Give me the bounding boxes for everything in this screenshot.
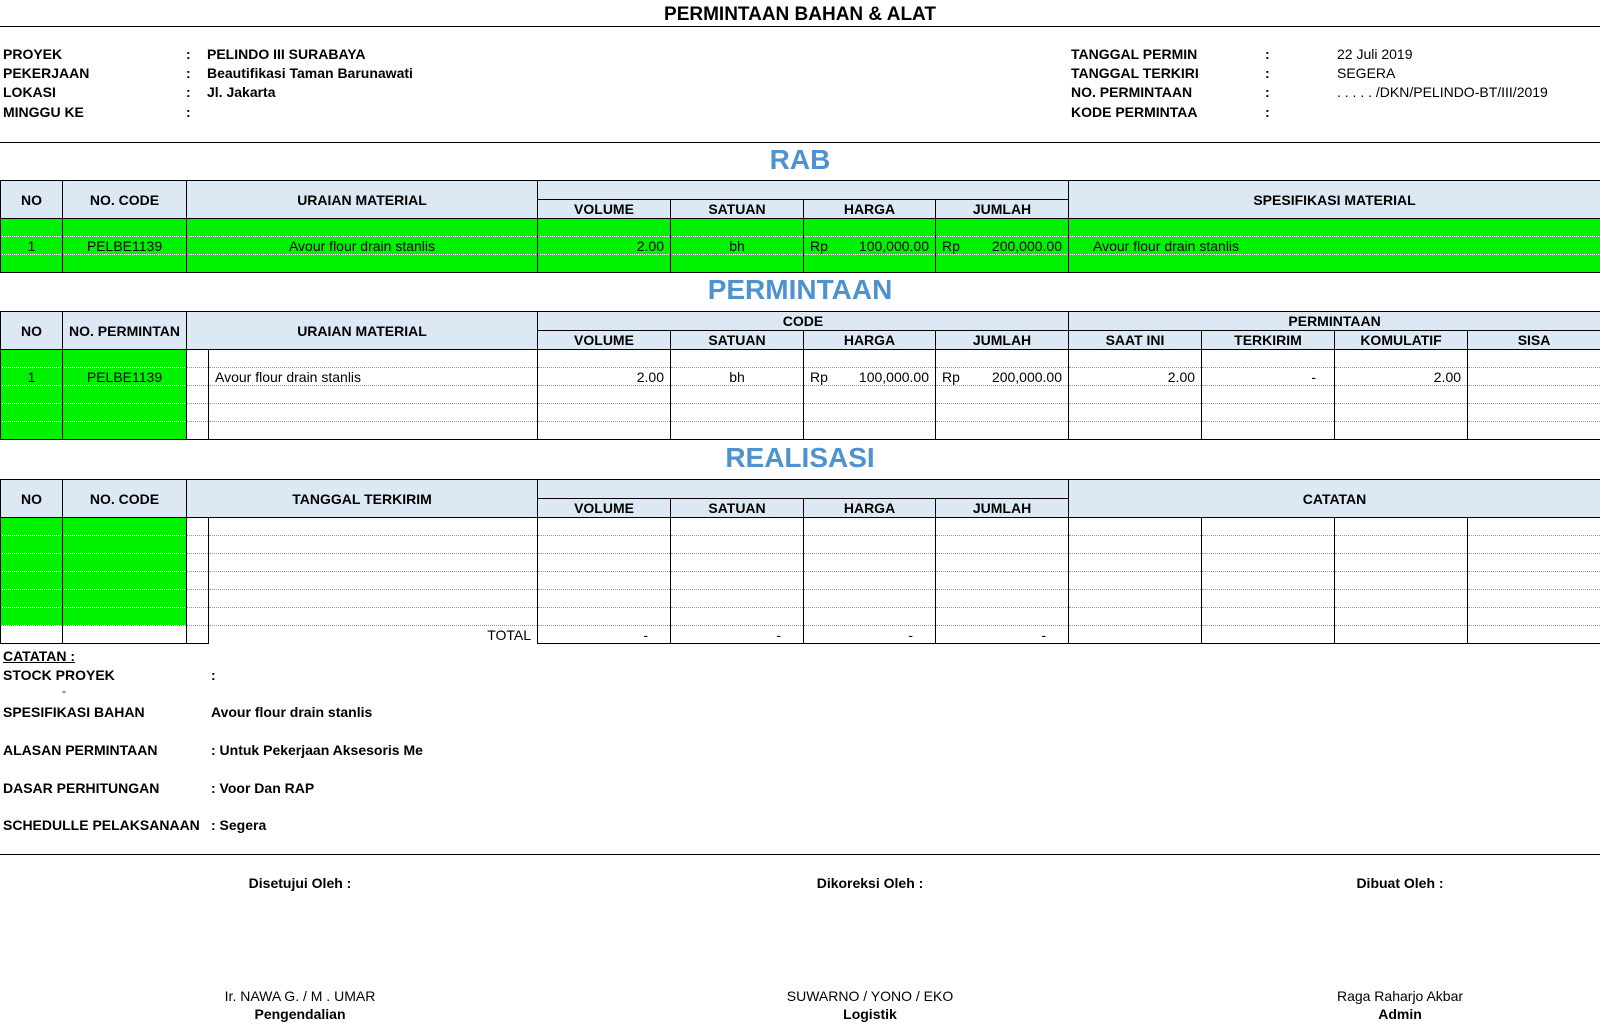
signature-heading-disetujui: Disetujui Oleh :	[248, 875, 352, 891]
meta-label-minggu: MINGGU KE	[3, 104, 84, 120]
table-row[interactable]	[1, 386, 1600, 404]
header-group-blank	[538, 181, 1069, 200]
table-row[interactable]	[1, 237, 1600, 255]
cell-satuan: bh	[671, 237, 804, 255]
cell-harga-value: 100,000.00	[858, 368, 929, 385]
signature-name-pengendalian: Ir. NAWA G. / M . UMAR	[224, 988, 376, 1004]
meta-value-pekerjaan: Beautifikasi Taman Barunawati	[207, 65, 413, 81]
header-volume: VOLUME	[538, 331, 671, 350]
cell-no: 1	[1, 237, 63, 255]
header-tanggal-terkirim: TANGGAL TERKIRIM	[187, 480, 538, 518]
total-volume: -	[538, 626, 671, 644]
cell-harga	[804, 237, 936, 255]
header-sisa: SISA	[1468, 331, 1600, 350]
table-row[interactable]	[1, 350, 1600, 368]
cell-jumlah-value: 200,000.00	[991, 237, 1062, 254]
meta-colon: :	[1265, 84, 1270, 100]
realisasi-table	[0, 479, 1600, 644]
header-spesifikasi-material: SPESIFIKASI MATERIAL	[1069, 181, 1600, 219]
cell-jumlah	[936, 237, 1069, 255]
cell-jumlah-value: 200,000.00	[991, 368, 1063, 385]
meta-colon: :	[1265, 104, 1270, 120]
header-group-blank	[538, 480, 1069, 499]
total-row	[1, 626, 1600, 644]
table-row[interactable]	[1, 590, 1600, 608]
alasan-permintaan-label: ALASAN PERMINTAAN	[3, 742, 158, 758]
alasan-permintaan-value: : Untuk Pekerjaan Aksesoris Me	[211, 742, 423, 758]
header-terkirim: TERKIRIM	[1202, 331, 1335, 350]
meta-label-no-permintaan: NO. PERMINTAAN	[1071, 84, 1193, 100]
meta-label-lokasi: LOKASI	[3, 84, 56, 100]
cell-terkirim: -	[1202, 368, 1335, 386]
meta-value-proyek: PELINDO III SURABAYA	[207, 46, 366, 62]
section-title-permintaan: PERMINTAAN	[707, 274, 893, 305]
currency-label: Rp	[810, 368, 828, 385]
cell-harga	[804, 368, 936, 386]
total-satuan: -	[671, 626, 804, 644]
header-no-permintaan: NO. PERMINTAN	[63, 312, 187, 350]
cell-volume: 2.00	[538, 237, 671, 255]
cell-sisa	[1468, 368, 1600, 386]
header-code: CODE	[538, 312, 1069, 331]
cell-jumlah	[936, 368, 1069, 386]
table-row[interactable]	[1, 608, 1600, 626]
cell-saat-ini: 2.00	[1069, 368, 1202, 386]
rab-table	[0, 180, 1600, 273]
signature-role-pengendalian: Pengendalian	[254, 1006, 346, 1022]
signature-role-admin: Admin	[1378, 1006, 1422, 1022]
meta-colon: :	[186, 84, 191, 100]
meta-colon: :	[1265, 46, 1270, 62]
header-satuan: SATUAN	[671, 200, 804, 219]
divider	[0, 26, 1600, 27]
cell-uraian: Avour flour drain stanlis	[209, 368, 538, 386]
meta-label-kode-permintaan: KODE PERMINTAA	[1071, 104, 1198, 120]
meta-value-lokasi: Jl. Jakarta	[207, 84, 276, 100]
notes-heading: CATATAN :	[3, 648, 76, 664]
total-label: TOTAL	[209, 626, 538, 644]
meta-label-tanggal-terkirim: TANGGAL TERKIRI	[1071, 65, 1199, 81]
signature-role-logistik: Logistik	[843, 1006, 897, 1022]
signature-name-admin: Raga Raharjo Akbar	[1336, 988, 1464, 1004]
cell-spesifikasi: Avour flour drain stanlis	[1069, 237, 1600, 255]
table-row[interactable]	[1, 554, 1600, 572]
table-row[interactable]	[1, 536, 1600, 554]
header-catatan: CATATAN	[1069, 480, 1600, 518]
meta-label-tanggal-permintaan: TANGGAL PERMIN	[1071, 46, 1198, 62]
cell-harga-value: 100,000.00	[858, 237, 929, 254]
table-row[interactable]	[1, 404, 1600, 422]
meta-colon: :	[186, 46, 191, 62]
meta-label-proyek: PROYEK	[3, 46, 63, 62]
cell-volume: 2.00	[538, 368, 671, 386]
cell-komulatif: 2.00	[1335, 368, 1468, 386]
meta-label-pekerjaan: PEKERJAAN	[3, 65, 90, 81]
meta-colon: :	[186, 65, 191, 81]
header-no-code: NO. CODE	[63, 181, 187, 219]
header-jumlah: JUMLAH	[936, 200, 1069, 219]
signature-heading-dibuat: Dibuat Oleh :	[1356, 875, 1444, 891]
schedule-pelaksanaan-value: : Segera	[211, 817, 267, 833]
currency-label: Rp	[942, 237, 960, 254]
table-row[interactable]	[1, 255, 1600, 273]
currency-label: Rp	[810, 237, 828, 254]
signature-heading-dikoreksi: Dikoreksi Oleh :	[816, 875, 924, 891]
meta-value-tanggal-terkirim: SEGERA	[1337, 65, 1396, 81]
spesifikasi-bahan-label: SPESIFIKASI BAHAN	[3, 704, 145, 720]
header-uraian-material: URAIAN MATERIAL	[187, 312, 538, 350]
total-jumlah: -	[936, 626, 1069, 644]
meta-colon: :	[186, 104, 191, 120]
cell-no: 1	[1, 368, 63, 386]
stock-proyek-colon: :	[211, 667, 216, 683]
currency-label: Rp	[942, 368, 960, 385]
header-jumlah: JUMLAH	[936, 331, 1069, 350]
header-jumlah: JUMLAH	[936, 499, 1069, 518]
header-harga: HARGA	[804, 331, 936, 350]
table-row[interactable]	[1, 422, 1600, 440]
cell-code: PELBE1139	[63, 237, 187, 255]
divider	[0, 854, 1600, 855]
header-no: NO	[1, 480, 63, 518]
dasar-perhitungan-label: DASAR PERHITUNGAN	[3, 780, 160, 796]
meta-value-tanggal-permintaan: 22 Juli 2019	[1337, 46, 1413, 62]
signature-name-logistik: SUWARNO / YONO / EKO	[786, 988, 954, 1004]
table-row[interactable]	[1, 219, 1600, 237]
table-row[interactable]	[1, 572, 1600, 590]
meta-colon: :	[1265, 65, 1270, 81]
section-title-realisasi: REALISASI	[725, 442, 875, 473]
permintaan-table	[0, 311, 1600, 440]
header-satuan: SATUAN	[671, 331, 804, 350]
cell-uraian: Avour flour drain stanlis	[187, 237, 538, 255]
dasar-perhitungan-value: : Voor Dan RAP	[211, 780, 315, 796]
document-title: PERMINTAAN BAHAN & ALAT	[664, 4, 936, 25]
total-harga: -	[804, 626, 936, 644]
section-title-rab: RAB	[769, 144, 831, 175]
header-no: NO	[1, 312, 63, 350]
meta-value-no-permintaan: . . . . . /DKN/PELINDO-BT/III/2019	[1337, 84, 1548, 100]
stock-proyek-value: -	[62, 684, 66, 698]
header-volume: VOLUME	[538, 200, 671, 219]
divider	[0, 142, 1600, 143]
table-row[interactable]	[1, 368, 1600, 386]
header-harga: HARGA	[804, 499, 936, 518]
header-permintaan: PERMINTAAN	[1069, 312, 1600, 331]
header-volume: VOLUME	[538, 499, 671, 518]
header-uraian-material: URAIAN MATERIAL	[187, 181, 538, 219]
header-no: NO	[1, 181, 63, 219]
header-satuan: SATUAN	[671, 499, 804, 518]
table-row[interactable]	[1, 518, 1600, 536]
header-harga: HARGA	[804, 200, 936, 219]
spesifikasi-bahan-value: Avour flour drain stanlis	[211, 704, 373, 720]
cell-satuan: bh	[671, 368, 804, 386]
stock-proyek-label: STOCK PROYEK	[3, 667, 115, 683]
header-no-code: NO. CODE	[63, 480, 187, 518]
header-saat-ini: SAAT INI	[1069, 331, 1202, 350]
schedule-pelaksanaan-label: SCHEDULLE PELAKSANAAN	[3, 817, 200, 833]
header-komulatif: KOMULATIF	[1335, 331, 1468, 350]
cell-code: PELBE1139	[63, 368, 187, 386]
